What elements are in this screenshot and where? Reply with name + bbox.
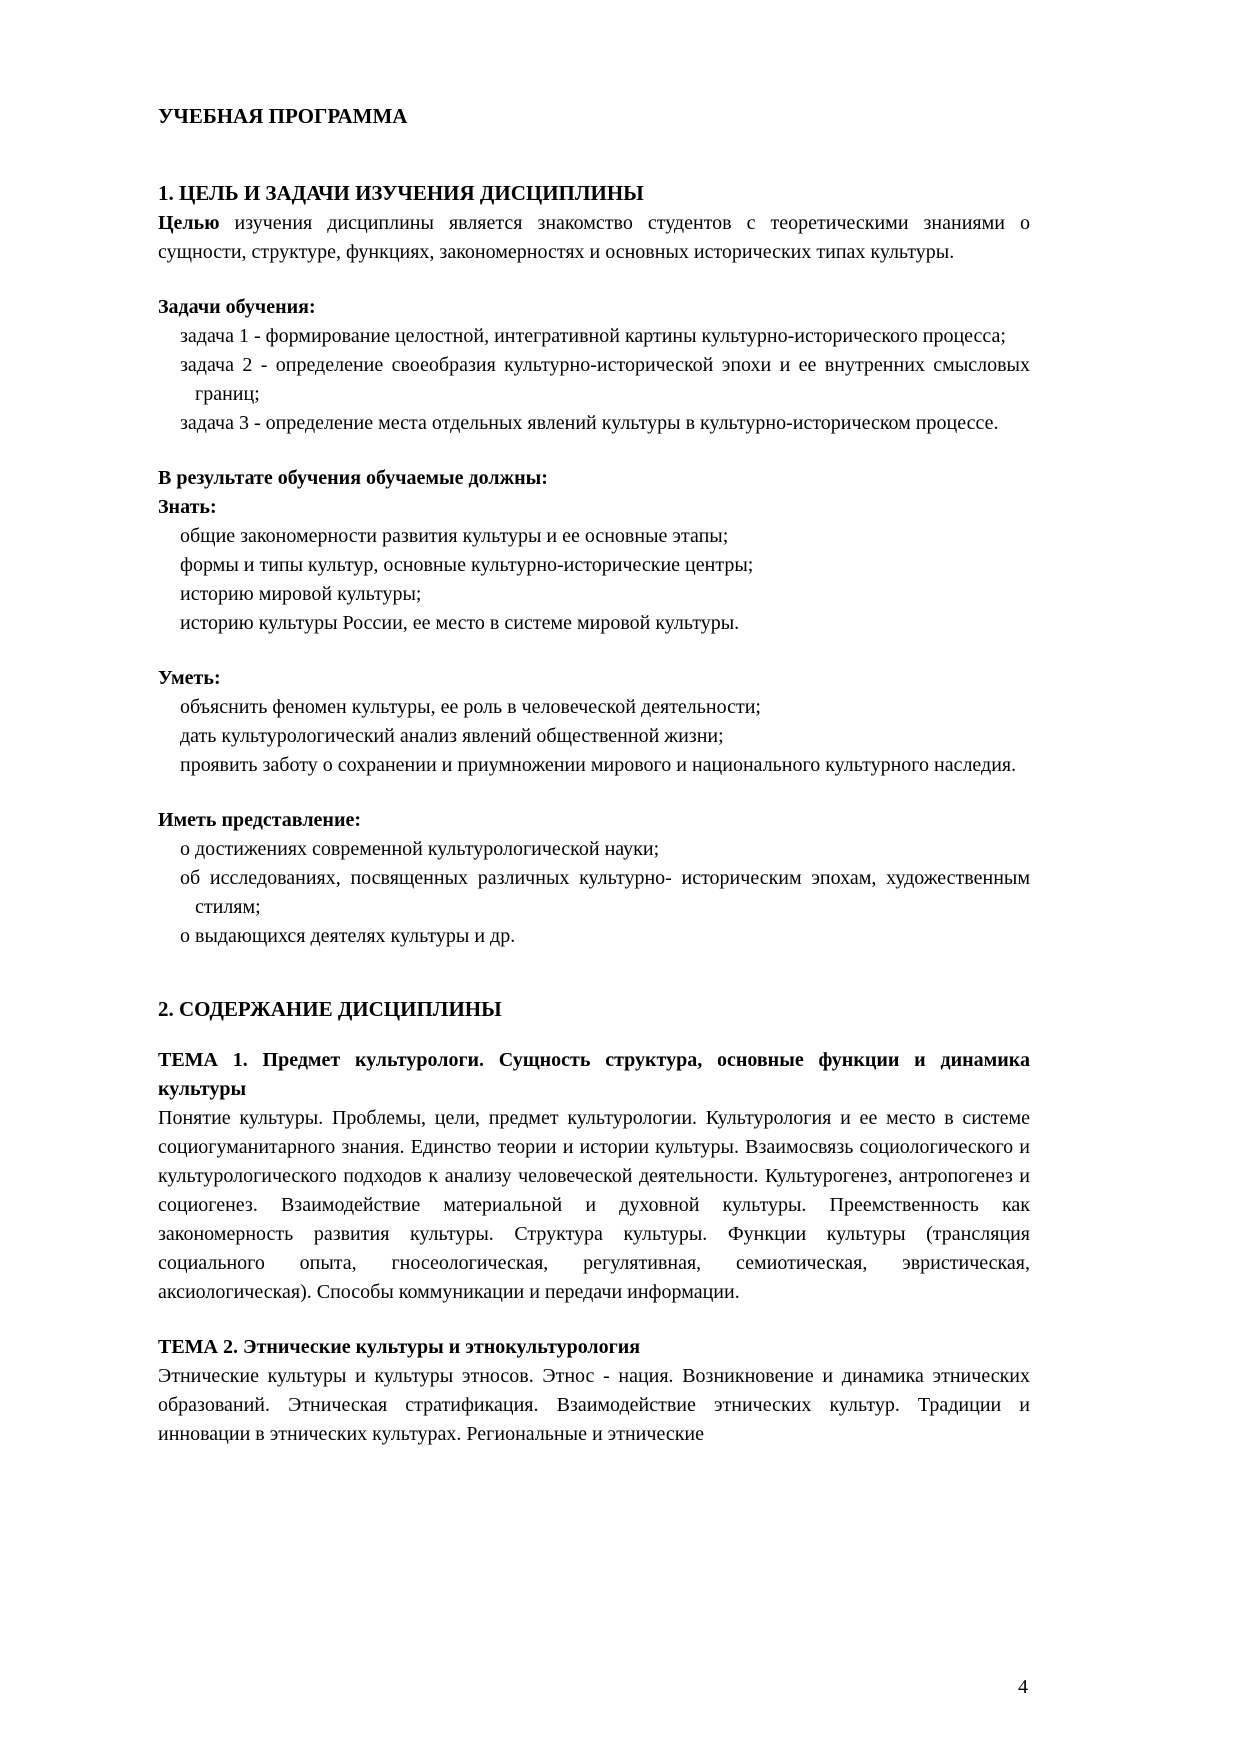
know-item: историю мировой культуры; <box>180 583 422 605</box>
theme-2-body: Этнические культуры и культуры этносов. Этнос - нация. Возникновение и динамика этнических образований. Этническая стратификация. Взаимодействие этнических культур. Традиции и инновации в этнических культурах. Региональные и этнические <box>158 1365 1030 1445</box>
tasks-list <box>158 322 1030 438</box>
section-1-heading: 1. ЦЕЛЬ И ЗАДАЧИ ИЗУЧЕНИЯ ДИСЦИПЛИНЫ <box>158 181 644 205</box>
goal-paragraph <box>158 209 1030 267</box>
section-2-heading: 2. СОДЕРЖАНИЕ ДИСЦИПЛИНЫ <box>158 997 502 1021</box>
know-item: общие закономерности развития культуры и ее основные этапы; <box>180 525 729 547</box>
know-item: формы и типы культур, основные культурно-исторические центры; <box>180 554 754 576</box>
theme-2-title: ТЕМА 2. Этнические культуры и этнокультурология <box>158 1336 641 1358</box>
document-title: УЧЕБНАЯ ПРОГРАММА <box>158 104 408 128</box>
know-item: историю культуры России, ее место в системе мировой культуры. <box>180 612 740 634</box>
able-item: проявить заботу о сохранении и приумножении мирового и национального культурного наследия. <box>180 754 1017 776</box>
able-list <box>158 693 1030 780</box>
idea-item: об исследованиях, посвященных различных культурно- историческим эпохам, художественным стилям; <box>180 867 1030 918</box>
theme-1-body: Понятие культуры. Проблемы, цели, предмет культурологии. Культурология и ее место в системе социогуманитарного знания. Единство теории и истории культуры. Взаимосвязь социологического и культурологического подходов к анализу человеческой деятельности. Культурогенез, антропогенез и социогенез. Взаимодействие материальной и духовной культуры. Преемственность как закономерность развития культуры. Структура культуры. Функции культуры (трансляция социального опыта, гносеологическая, регулятивная, семиотическая, эвристическая, аксиологическая). Способы коммуникации и передачи информации. <box>158 1107 1030 1303</box>
idea-item: о достижениях современной культурологической науки; <box>180 838 660 860</box>
able-item: объяснить феномен культуры, ее роль в человеческой деятельности; <box>180 696 761 718</box>
know-list <box>158 522 1030 638</box>
able-item: дать культурологический анализ явлений общественной жизни; <box>180 725 724 747</box>
results-heading: В результате обучения обучаемые должны: <box>158 467 548 489</box>
idea-item: о выдающихся деятелях культуры и др. <box>180 925 516 947</box>
goal-lead-word: Целью <box>158 212 220 234</box>
task-item: задача 3 - определение места отдельных явлений культуры в культурно-историческом процессе. <box>180 412 999 434</box>
know-heading: Знать: <box>158 496 217 518</box>
idea-heading: Иметь представление: <box>158 809 361 831</box>
theme-1-title: ТЕМА 1. Предмет культурологи. Сущность структура, основные функции и динамика культуры <box>158 1049 1030 1100</box>
goal-text: изучения дисциплины является знакомство студентов с теоретическими знаниями о сущности, структуре, функциях, закономерностях и основных исторических типах культуры. <box>158 212 1030 263</box>
idea-list <box>158 835 1030 951</box>
tasks-heading: Задачи обучения: <box>158 296 316 318</box>
task-item: задача 1 - формирование целостной, интегративной картины культурно-исторического процесса; <box>180 325 1006 347</box>
page-number: 4 <box>1018 1676 1028 1698</box>
able-heading: Уметь: <box>158 667 221 689</box>
task-item: задача 2 - определение своеобразия культурно-исторической эпохи и ее внутренних смысловых границ; <box>180 354 1030 405</box>
